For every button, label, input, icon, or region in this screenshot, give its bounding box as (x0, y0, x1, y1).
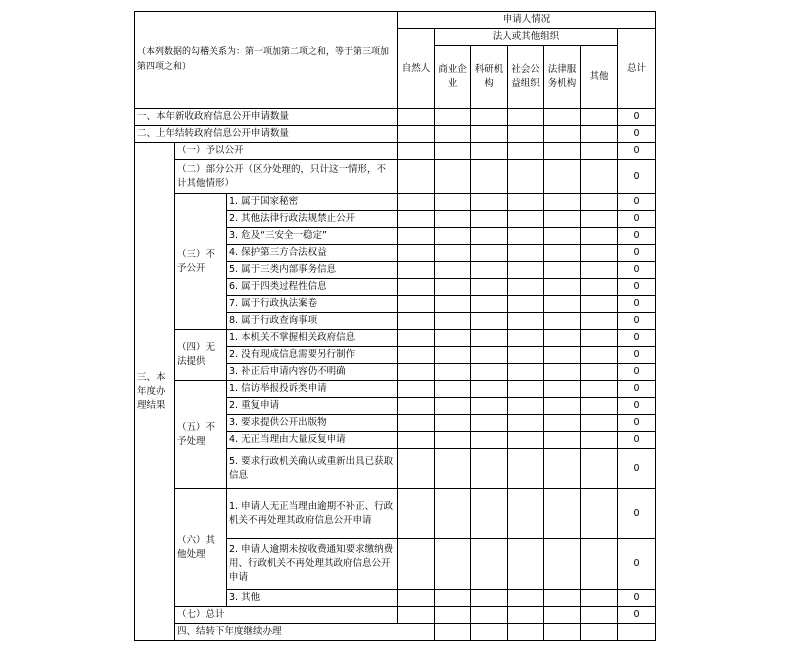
item-label: 3. 其他 (227, 590, 398, 607)
group-label: （三）不予公开 (175, 194, 227, 330)
group-label: （四）无法提供 (175, 330, 227, 381)
legal-service-header: 法律服务机构 (544, 46, 581, 109)
total-cell: 0 (618, 143, 656, 160)
total-cell: 0 (618, 347, 656, 364)
total-cell: 0 (618, 539, 656, 590)
social-header: 社会公益组织 (508, 46, 544, 109)
item-label: 2. 没有现成信息需要另行制作 (227, 347, 398, 364)
total-cell: 0 (618, 279, 656, 296)
item-label: 3. 要求提供公开出版物 (227, 415, 398, 432)
applicant-header: 申请人情况 (398, 12, 656, 29)
total-cell: 0 (618, 262, 656, 279)
row-label: 四、结转下年度继续办理 (175, 624, 435, 641)
item-label: 1. 申请人无正当理由逾期不补正、行政机关不再处理其政府信息公开申请 (227, 489, 398, 539)
item-label: 8. 属于行政查询事项 (227, 313, 398, 330)
total-cell: 0 (618, 296, 656, 313)
row-label: （一）予以公开 (175, 143, 398, 160)
legal-group-header: 法人或其他组织 (435, 29, 618, 46)
item-label: 3. 危及“三安全一稳定” (227, 228, 398, 245)
item-label: 7. 属于行政执法案卷 (227, 296, 398, 313)
item-label: 5. 要求行政机关确认或重新出具已获取信息 (227, 449, 398, 489)
item-label: 6. 属于四类过程性信息 (227, 279, 398, 296)
item-label: 1. 信访举报投诉类申请 (227, 381, 398, 398)
section-label: 三、本年度办理结果 (135, 143, 175, 641)
total-cell: 0 (618, 398, 656, 415)
research-header: 科研机构 (471, 46, 508, 109)
item-label: 1. 属于国家秘密 (227, 194, 398, 211)
total-cell: 0 (618, 364, 656, 381)
total-cell: 0 (618, 489, 656, 539)
item-label: 2. 申请人逾期未按收费通知要求缴纳费用、行政机关不再处理其政府信息公开申请 (227, 539, 398, 590)
total-cell: 0 (618, 432, 656, 449)
item-label: 4. 无正当理由大量反复申请 (227, 432, 398, 449)
item-label: 2. 其他法律行政法规禁止公开 (227, 211, 398, 228)
row-label: （七）总计 (175, 607, 398, 624)
total-cell: 0 (618, 211, 656, 228)
item-label: 3. 补正后申请内容仍不明确 (227, 364, 398, 381)
table-note: （本列数据的勾稽关系为：第一项加第二项之和，等于第三项加第四项之和） (135, 12, 398, 109)
total-cell: 0 (618, 590, 656, 607)
row-label: （二）部分公开（区分处理的，只计这一情形，不计其他情形） (175, 160, 398, 194)
item-label: 1. 本机关不掌握相关政府信息 (227, 330, 398, 347)
total-cell: 0 (618, 313, 656, 330)
total-cell: 0 (618, 160, 656, 194)
commercial-header: 商业企业 (435, 46, 471, 109)
total-cell: 0 (618, 607, 656, 624)
item-label: 4. 保护第三方合法权益 (227, 245, 398, 262)
total-cell: 0 (618, 228, 656, 245)
total-cell: 0 (618, 449, 656, 489)
row-label: 二、上年结转政府信息公开申请数量 (135, 126, 398, 143)
natural-person-header: 自然人 (398, 29, 435, 109)
group-label: （五）不予处理 (175, 381, 227, 489)
item-label: 5. 属于三类内部事务信息 (227, 262, 398, 279)
other-header: 其他 (581, 46, 618, 109)
total-cell: 0 (618, 194, 656, 211)
total-cell: 0 (618, 109, 656, 126)
total-cell: 0 (618, 415, 656, 432)
row-label: 一、本年新收政府信息公开申请数量 (135, 109, 398, 126)
total-header: 总计 (618, 29, 656, 109)
item-label: 2. 重复申请 (227, 398, 398, 415)
total-cell: 0 (618, 126, 656, 143)
total-cell: 0 (618, 245, 656, 262)
group-label: （六）其他处理 (175, 489, 227, 607)
total-cell: 0 (618, 330, 656, 347)
total-cell: 0 (618, 381, 656, 398)
gov-info-disclosure-table (134, 11, 656, 641)
